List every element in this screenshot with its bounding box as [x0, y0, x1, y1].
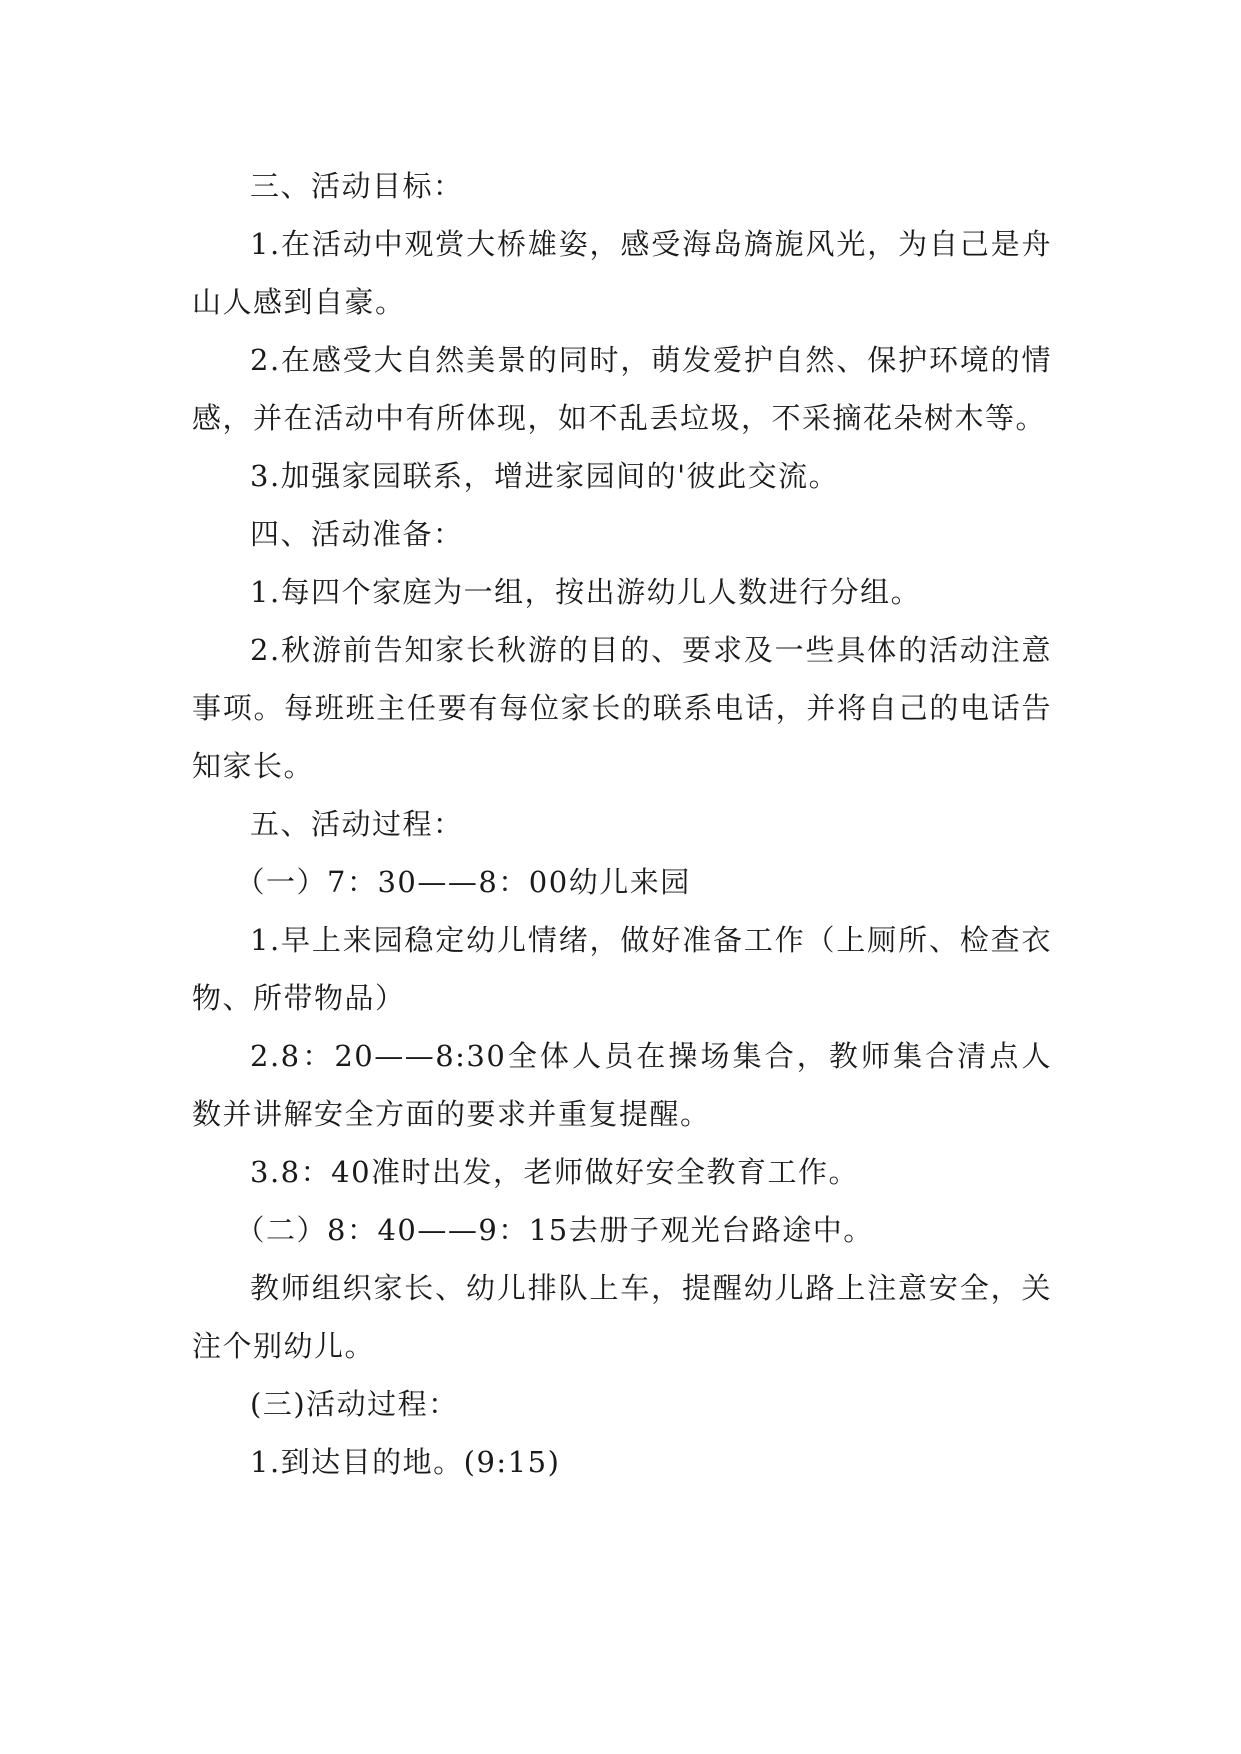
preparation-item-1: 1.每四个家庭为一组，按出游幼儿人数进行分组。 [250, 575, 922, 609]
section-heading-preparation: 四、活动准备： [250, 517, 464, 551]
goal-item-3: 3.加强家园联系，增进家园间的'彼此交流。 [250, 459, 840, 493]
section-heading-process: 五、活动过程： [250, 807, 464, 841]
process-item-2: 2.8：20——8:30全体人员在操场集合，教师集合清点人数并讲解安全方面的要求并重复提醒。 [192, 1039, 1052, 1131]
process-item-1: 1.早上来园稳定幼儿情绪，做好准备工作（上厕所、检查衣物、所带物品） [192, 923, 1052, 1015]
process-paragraph-bus: 教师组织家长、幼儿排队上车，提醒幼儿路上注意安全，关注个别幼儿。 [192, 1271, 1052, 1363]
process-item-arrival: 1.到达目的地。(9:15) [250, 1445, 561, 1479]
process-subheading-1: （一）7：30——8：00幼儿来园 [235, 865, 691, 899]
process-subheading-2: （二）8：40——9：15去册子观光台路途中。 [235, 1213, 874, 1247]
section-heading-goals: 三、活动目标： [250, 169, 464, 203]
document-body [192, 157, 1052, 1491]
process-subheading-3: (三)活动过程： [250, 1387, 459, 1421]
goal-item-1: 1.在活动中观赏大桥雄姿，感受海岛旖旎风光，为自己是舟山人感到自豪。 [192, 227, 1052, 319]
preparation-item-2: 2.秋游前告知家长秋游的目的、要求及一些具体的活动注意事项。每班班主任要有每位家长的联系电话，并将自己的电话告知家长。 [192, 633, 1052, 783]
process-item-3: 3.8：40准时出发，老师做好安全教育工作。 [250, 1155, 860, 1189]
goal-item-2: 2.在感受大自然美景的同时，萌发爱护自然、保护环境的情感，并在活动中有所体现，如不乱丢垃圾，不采摘花朵树木等。 [192, 343, 1052, 435]
